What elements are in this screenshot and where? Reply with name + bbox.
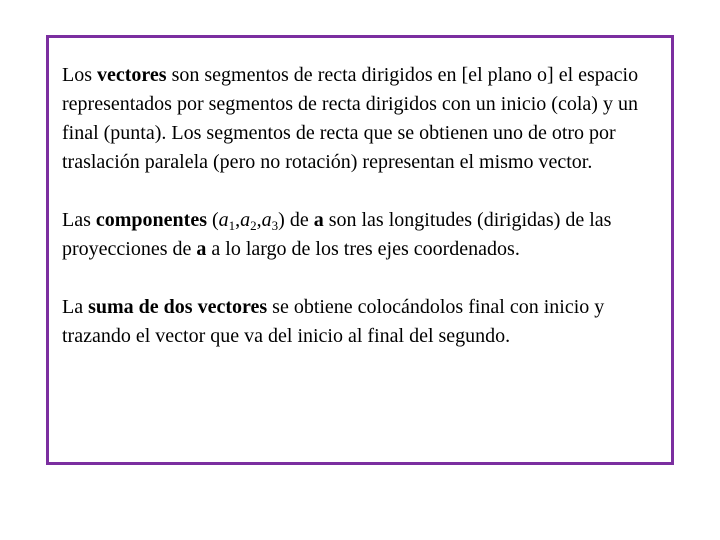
text-run: se obtiene colocándolos final con inicio y trazando el vector que va del inicio al final del segundo. <box>62 296 605 347</box>
text-run: , <box>235 209 241 231</box>
subscript-2: 2 <box>250 218 257 233</box>
text-body <box>62 61 662 380</box>
text-run: ( <box>207 209 219 231</box>
text-run: a lo largo de los tres ejes coordenados. <box>206 238 520 260</box>
term-vectores: vectores <box>97 64 167 86</box>
text-run: ) de <box>278 209 314 231</box>
component-a1: a <box>218 209 229 231</box>
component-a3: a <box>261 209 272 231</box>
paragraph-componentes <box>62 206 662 264</box>
vector-a: a <box>313 209 324 231</box>
content-frame <box>46 35 674 465</box>
paragraph-vectores <box>62 61 662 177</box>
term-componentes: componentes <box>95 209 207 231</box>
vector-a: a <box>196 238 207 260</box>
text-run: Los <box>62 64 97 86</box>
paragraph-suma <box>62 293 662 351</box>
subscript-3: 3 <box>271 218 279 233</box>
text-run: , <box>256 209 262 231</box>
text-run: son segmentos de recta dirigidos en [el plano o] el espacio representados por segmentos de recta dirigidos con un inicio (cola) y un final (punta). Los segmentos de recta que se obtienen uno de otro por traslación paralela (pero no rotación) representan el mismo vector. <box>62 64 639 173</box>
text-run: Las <box>62 209 96 231</box>
text-run: son las longitudes (dirigidas) de las proyecciones de <box>62 209 612 260</box>
text-run: La <box>62 296 89 318</box>
term-suma-de-dos-vectores: suma de dos vectores <box>88 296 268 318</box>
subscript-1: 1 <box>228 218 236 233</box>
component-a2: a <box>240 209 251 231</box>
